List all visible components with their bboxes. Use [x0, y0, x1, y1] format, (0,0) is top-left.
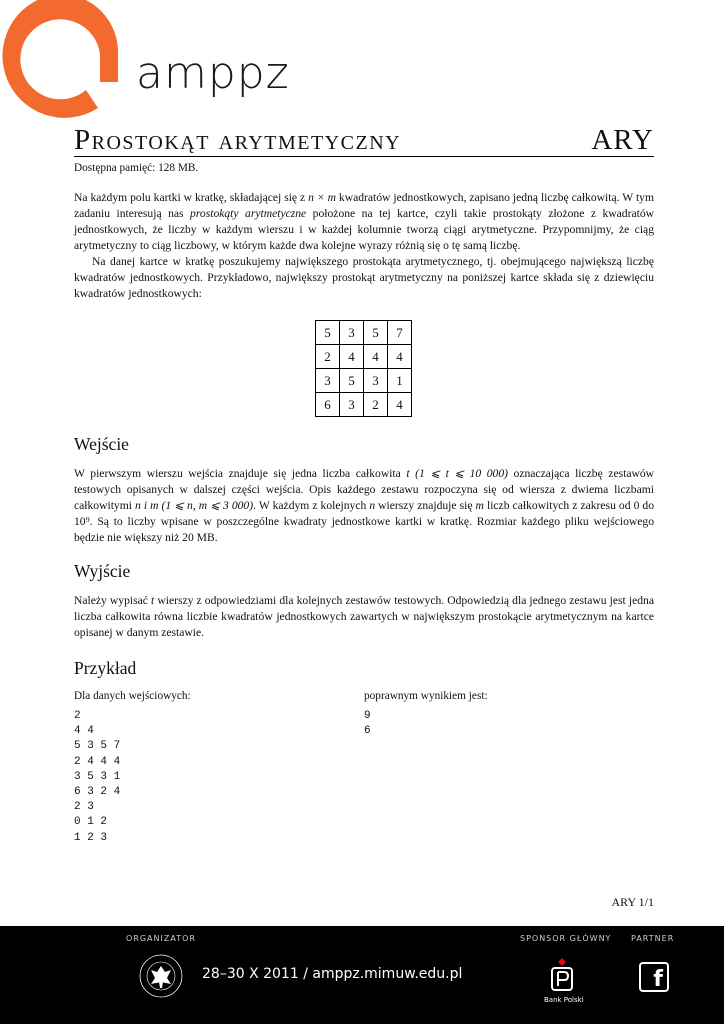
example-input-label: Dla danych wejściowych:: [74, 690, 191, 702]
university-seal-icon: [139, 952, 183, 1000]
example-output-label: poprawnym wynikiem jest:: [364, 690, 488, 702]
sponsor-label: SPONSOR GŁÓWNY: [520, 934, 612, 943]
example-output-data: 9 6: [364, 710, 371, 738]
pko-bank-logo-icon: [548, 956, 576, 994]
grid-cell: 6: [316, 393, 340, 417]
grid-row: [316, 369, 412, 393]
grid-row: [316, 345, 412, 369]
amppz-at-logo-icon: [0, 0, 130, 120]
grid-cell: 2: [316, 345, 340, 369]
grid-cell: 5: [364, 321, 388, 345]
page-number: ARY 1/1: [611, 895, 654, 909]
organizer-label: ORGANIZATOR: [126, 934, 196, 943]
grid-cell: 3: [340, 393, 364, 417]
grid-row: [316, 321, 412, 345]
grid-cell: 4: [340, 345, 364, 369]
grid-cell: 4: [388, 345, 412, 369]
grid-cell: 5: [316, 321, 340, 345]
partner-label: PARTNER: [631, 934, 675, 943]
amppz-logo-text: amppz: [136, 48, 290, 99]
footer: [0, 926, 724, 1024]
title-row: [74, 122, 654, 157]
facebook-icon[interactable]: f: [639, 962, 669, 992]
statement-paragraph-2: Na danej kartce w kratkę poszukujemy największego prostokąta arytmetycznego, tj. obejmującego największą liczbę kwadratów jednostkowych. Przykładowo, największy prostokąt arytmetyczny na poniższej kartce składa się z dziewięciu kwadratów jednostkowych:: [74, 255, 654, 300]
input-description: W pierwszym wierszu wejścia znajduje się jedna liczba całkowita t (1 ⩽ t ⩽ 10 000) oznaczająca liczbę zestawów testowych opisanych w dalszej części wejścia. Opis każdego zestawu rozpoczyna się od wiersza z dwiema liczbami całkowitymi n i m (1 ⩽ n, m ⩽ 3 000). W każdym z kolejnych n wierszy znajduje się m liczb całkowitych z zakresu od 0 do 10⁹. Są to liczby wpisane w poszczególne kwadraty jednostkowe kartki w kratkę. Rozmiar każdego pliku wejściowego będzie nie większy niż 20 MB.: [74, 467, 655, 544]
event-date-url: 28–30 X 2011 / amppz.mimuw.edu.pl: [202, 966, 463, 982]
bank-name: Bank Polski: [544, 996, 584, 1004]
grid-cell: 2: [364, 393, 388, 417]
grid-cell: 3: [364, 369, 388, 393]
example-grid: [315, 320, 412, 417]
grid-cell: 1: [388, 369, 412, 393]
memory-limit: Dostępna pamięć: 128 MB.: [74, 162, 199, 174]
grid-cell: 7: [388, 321, 412, 345]
example-heading: Przykład: [74, 658, 137, 678]
grid-cell: 3: [340, 321, 364, 345]
grid-row: [316, 393, 412, 417]
task-code: ARY: [591, 124, 654, 156]
input-heading: Wejście: [74, 434, 129, 454]
statement: [74, 190, 654, 302]
example-input-data: 2 4 4 5 3 5 7 2 4 4 4 3 5 3 1 6 3 2 4 2 3 0 1 2 1 2 3: [74, 710, 121, 844]
statement-paragraph-1: Na każdym polu kartki w kratkę, składającej się z n × m kwadratów jednostkowych, zapisano jedną liczbę całkowitą. W tym zadaniu interesują nas prostokąty arytmetyczne położone na tej kartce, czyli takie prostokąty złożone z kwadratów jednostkowych, że liczby w każdym wierszu i w każdej kolumnie tworzą ciągi arytmetyczne. Przypomnijmy, że ciąg arytmetyczny to ciąg liczbowy, w którym każde dwa kolejne wyrazy różnią się o tę samą liczbę.: [74, 191, 654, 252]
grid-cell: 4: [364, 345, 388, 369]
grid-cell: 5: [340, 369, 364, 393]
grid-cell: 3: [316, 369, 340, 393]
output-heading: Wyjście: [74, 561, 131, 581]
output-description: Należy wypisać t wierszy z odpowiedziami dla kolejnych zestawów testowych. Odpowiedzią dla jednego zestawu jest jedna liczba całkowita równa liczbie kwadratów jednostkowych zawartych w największym prostokącie arytmetycznym na kartce opisanej w danym zestawie.: [74, 594, 654, 639]
grid-cell: 4: [388, 393, 412, 417]
task-title: Prostokąt arytmetyczny: [74, 124, 402, 156]
